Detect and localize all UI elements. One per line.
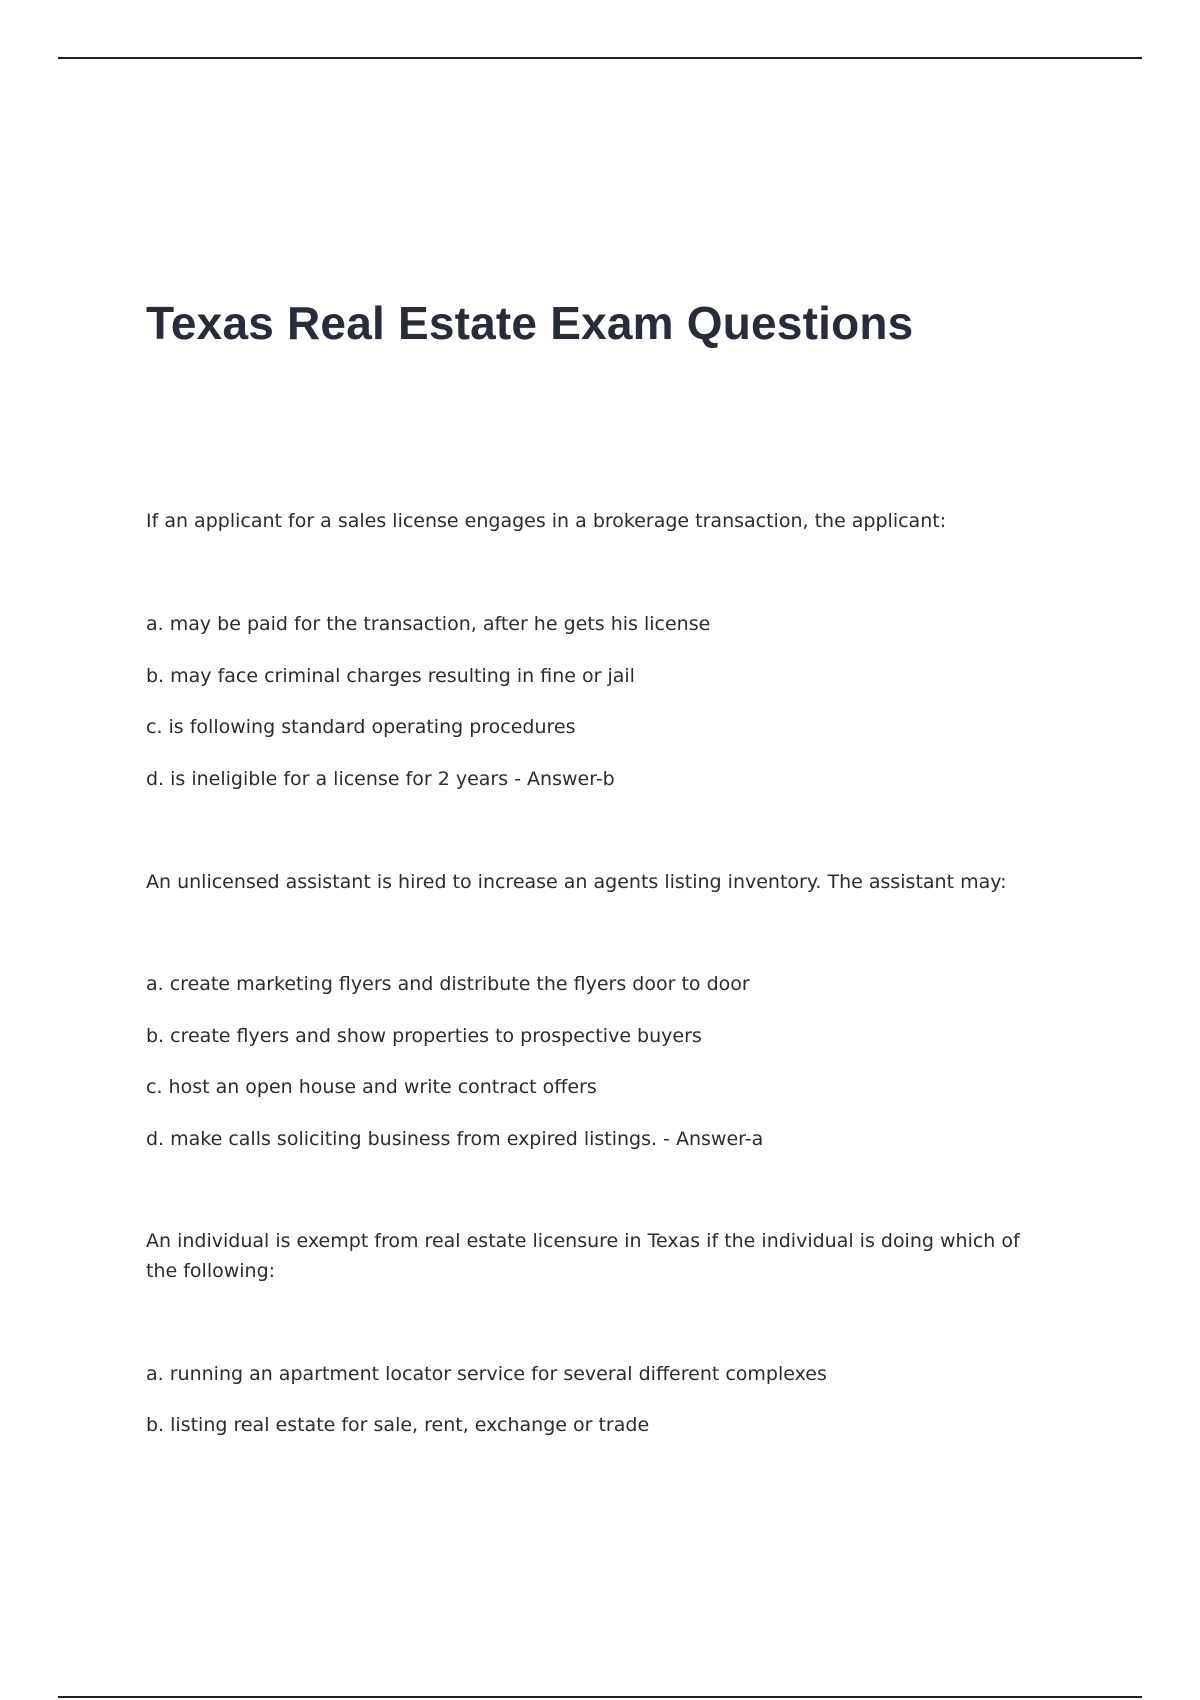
question-2-option-c: c. host an open house and write contract offers [146, 1076, 597, 1098]
question-2-option-b: b. create flyers and show properties to prospective buyers [146, 1025, 702, 1047]
footer-rule [58, 1696, 1142, 1698]
question-2-option-a: a. create marketing flyers and distribute the flyers door to door [146, 973, 750, 995]
document-title: Texas Real Estate Exam Questions [146, 297, 914, 349]
question-1-prompt: If an applicant for a sales license engages in a brokerage transaction, the applicant: [146, 510, 947, 532]
question-3-option-b: b. listing real estate for sale, rent, exchange or trade [146, 1414, 650, 1436]
question-1-option-a: a. may be paid for the transaction, after he gets his license [146, 613, 711, 635]
question-1-option-b: b. may face criminal charges resulting in fine or jail [146, 665, 635, 687]
question-1-option-d: d. is ineligible for a license for 2 years - Answer-b [146, 768, 615, 790]
question-2-option-d: d. make calls soliciting business from expired listings. - Answer-a [146, 1128, 764, 1150]
question-1-option-c: c. is following standard operating procedures [146, 716, 576, 738]
question-3-option-a: a. running an apartment locator service for several different complexes [146, 1363, 827, 1385]
header-rule [58, 57, 1142, 59]
question-3-prompt: An individual is exempt from real estate licensure in Texas if the individual is doing which of the following: [146, 1230, 1020, 1282]
question-2-prompt: An unlicensed assistant is hired to increase an agents listing inventory. The assistant may: [146, 871, 1007, 893]
